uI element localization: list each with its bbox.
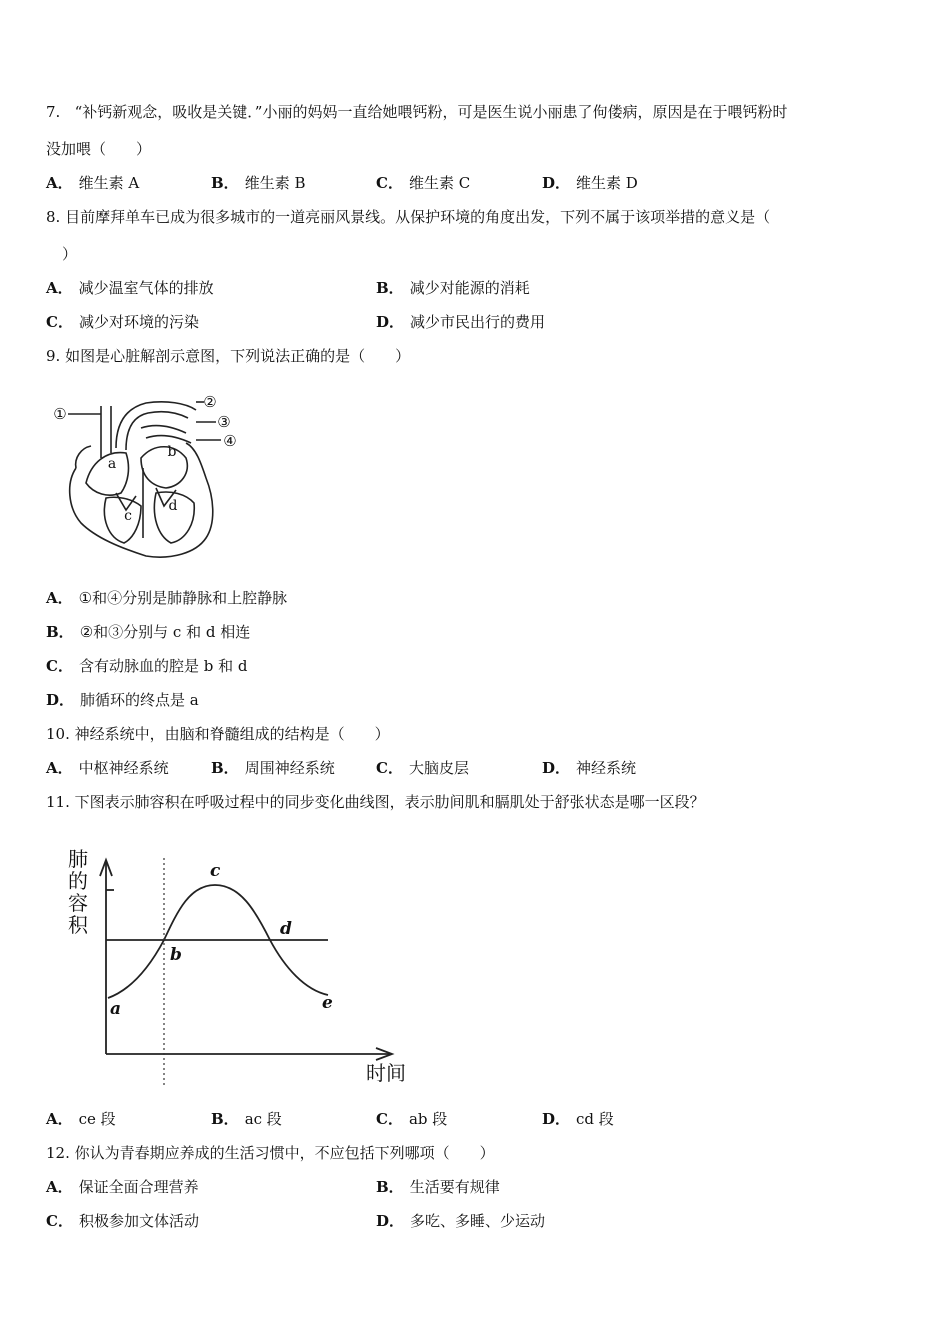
option-text: 多吃、多睡、少运动 bbox=[410, 1212, 546, 1230]
option-b[interactable] bbox=[211, 173, 305, 193]
option-letter: C． bbox=[376, 174, 403, 192]
label-1: ① bbox=[53, 405, 67, 423]
option-b[interactable] bbox=[376, 1177, 500, 1197]
question-12-stem bbox=[46, 1143, 495, 1163]
option-text: 维生素 C bbox=[408, 174, 471, 192]
question-number: 9. bbox=[46, 347, 61, 365]
option-a[interactable] bbox=[46, 758, 169, 778]
question-text: 神经系统中，由脑和脊髓组成的结构是（ ） bbox=[74, 725, 390, 743]
question-text: “补钙新观念，吸收是关键．”小丽的妈妈一直给她喂钙粉，可是医生说小丽患了佝偻病，原因是在于喂钙粉时 bbox=[74, 103, 788, 121]
label-b: b bbox=[167, 444, 177, 460]
option-letter: B． bbox=[46, 623, 74, 641]
option-letter: B． bbox=[211, 759, 239, 777]
question-number: 8. bbox=[46, 208, 61, 226]
option-letter: D． bbox=[542, 759, 571, 777]
question-text: 下图表示肺容积在呼吸过程中的同步变化曲线图，表示肋间肌和膈肌处于舒张状态是哪一区段？ bbox=[74, 793, 705, 811]
option-c[interactable] bbox=[46, 1211, 199, 1231]
question-number: 12. bbox=[46, 1144, 70, 1162]
question-number: 10. bbox=[46, 725, 70, 743]
question-text: 你认为青春期应养成的生活习惯中，不应包括下列哪项（ ） bbox=[74, 1144, 495, 1162]
option-c[interactable] bbox=[46, 656, 247, 676]
option-letter: A． bbox=[46, 589, 73, 607]
option-b[interactable] bbox=[376, 278, 530, 298]
option-text: 保证全面合理营养 bbox=[78, 1178, 199, 1196]
option-letter: B． bbox=[211, 1110, 239, 1128]
question-8-stem-cont: ） bbox=[62, 245, 78, 263]
heart-diagram bbox=[46, 388, 256, 563]
option-text: ac 段 bbox=[244, 1110, 282, 1128]
question-11-stem bbox=[46, 792, 705, 812]
volume-curve bbox=[108, 885, 328, 998]
option-letter: C． bbox=[376, 1110, 403, 1128]
option-text: 中枢神经系统 bbox=[78, 759, 169, 777]
label-4: ④ bbox=[223, 432, 237, 450]
option-text: 减少对能源的消耗 bbox=[409, 279, 530, 297]
question-text: 目前摩拜单车已成为很多城市的一道亮丽风景线。从保护环境的角度出发，下列不属于该项举措的意义是（ bbox=[65, 208, 771, 226]
option-a[interactable] bbox=[46, 278, 214, 298]
point-c: c bbox=[210, 861, 221, 881]
question-9-stem bbox=[46, 346, 410, 366]
option-text: 维生素 A bbox=[78, 174, 140, 192]
option-text: 维生素 B bbox=[244, 174, 306, 192]
option-text: 肺循环的终点是 a bbox=[80, 691, 199, 709]
option-letter: A． bbox=[46, 759, 73, 777]
point-b: b bbox=[170, 945, 182, 965]
y-label-4: 积 bbox=[68, 913, 88, 937]
option-d[interactable] bbox=[46, 690, 199, 710]
question-7-stem-cont: 没加喂（ ） bbox=[46, 140, 152, 158]
question-text: 如图是心脏解剖示意图，下列说法正确的是（ ） bbox=[65, 347, 411, 365]
option-text: 减少市民出行的费用 bbox=[410, 313, 546, 331]
option-d[interactable] bbox=[376, 1211, 545, 1231]
option-letter: C． bbox=[46, 313, 73, 331]
label-2: ② bbox=[203, 393, 217, 411]
option-letter: A． bbox=[46, 1110, 73, 1128]
option-text: 减少温室气体的排放 bbox=[78, 279, 214, 297]
option-letter: C． bbox=[46, 1212, 73, 1230]
option-letter: B． bbox=[376, 279, 404, 297]
option-d[interactable] bbox=[542, 758, 636, 778]
option-d[interactable] bbox=[542, 173, 638, 193]
question-8-stem bbox=[46, 207, 770, 227]
label-d: d bbox=[168, 498, 178, 514]
option-letter: D． bbox=[376, 313, 405, 331]
label-a: a bbox=[107, 456, 117, 472]
point-a: a bbox=[110, 999, 122, 1019]
option-a[interactable] bbox=[46, 588, 287, 608]
option-text: 生活要有规律 bbox=[409, 1178, 500, 1196]
option-text: ce 段 bbox=[78, 1110, 116, 1128]
option-d[interactable] bbox=[542, 1109, 614, 1129]
option-text: 神经系统 bbox=[576, 759, 637, 777]
option-letter: B． bbox=[211, 174, 239, 192]
option-letter: A． bbox=[46, 1178, 73, 1196]
question-7-stem bbox=[46, 102, 787, 122]
label-c: c bbox=[124, 508, 132, 524]
option-a[interactable] bbox=[46, 1177, 199, 1197]
option-c[interactable] bbox=[376, 758, 469, 778]
label-3: ③ bbox=[217, 413, 231, 431]
question-number: 7. bbox=[46, 103, 61, 121]
option-b[interactable] bbox=[46, 622, 250, 642]
lung-volume-graph bbox=[60, 840, 430, 1090]
option-letter: D． bbox=[46, 691, 75, 709]
y-label-3: 容 bbox=[68, 891, 88, 915]
option-c[interactable] bbox=[376, 173, 470, 193]
option-text: ①和④分别是肺静脉和上腔静脉 bbox=[78, 589, 288, 607]
option-a[interactable] bbox=[46, 173, 139, 193]
option-c[interactable] bbox=[46, 312, 199, 332]
option-letter: B． bbox=[376, 1178, 404, 1196]
option-b[interactable] bbox=[211, 1109, 282, 1129]
option-a[interactable] bbox=[46, 1109, 116, 1129]
option-text: ab 段 bbox=[408, 1110, 448, 1128]
y-label-2: 的 bbox=[68, 869, 88, 893]
option-text: 维生素 D bbox=[576, 174, 638, 192]
option-text: 含有动脉血的腔是 b 和 d bbox=[78, 657, 248, 675]
option-letter: A． bbox=[46, 279, 73, 297]
option-text: ②和③分别与 c 和 d 相连 bbox=[79, 623, 251, 641]
option-b[interactable] bbox=[211, 758, 335, 778]
option-text: 周围神经系统 bbox=[244, 759, 335, 777]
option-letter: D． bbox=[542, 174, 571, 192]
option-c[interactable] bbox=[376, 1109, 447, 1129]
option-text: cd 段 bbox=[576, 1110, 614, 1128]
question-number: 11. bbox=[46, 793, 70, 811]
option-letter: D． bbox=[542, 1110, 571, 1128]
question-10-stem bbox=[46, 724, 390, 744]
point-d: d bbox=[280, 919, 292, 939]
option-letter: C． bbox=[46, 657, 73, 675]
option-d[interactable] bbox=[376, 312, 545, 332]
option-letter: D． bbox=[376, 1212, 405, 1230]
option-letter: A． bbox=[46, 174, 73, 192]
option-text: 大脑皮层 bbox=[408, 759, 469, 777]
y-label-1: 肺 bbox=[68, 847, 88, 871]
option-text: 积极参加文体活动 bbox=[78, 1212, 199, 1230]
point-e: e bbox=[322, 993, 333, 1013]
option-text: 减少对环境的污染 bbox=[78, 313, 199, 331]
x-label: 时间 bbox=[366, 1061, 406, 1085]
option-letter: C． bbox=[376, 759, 403, 777]
